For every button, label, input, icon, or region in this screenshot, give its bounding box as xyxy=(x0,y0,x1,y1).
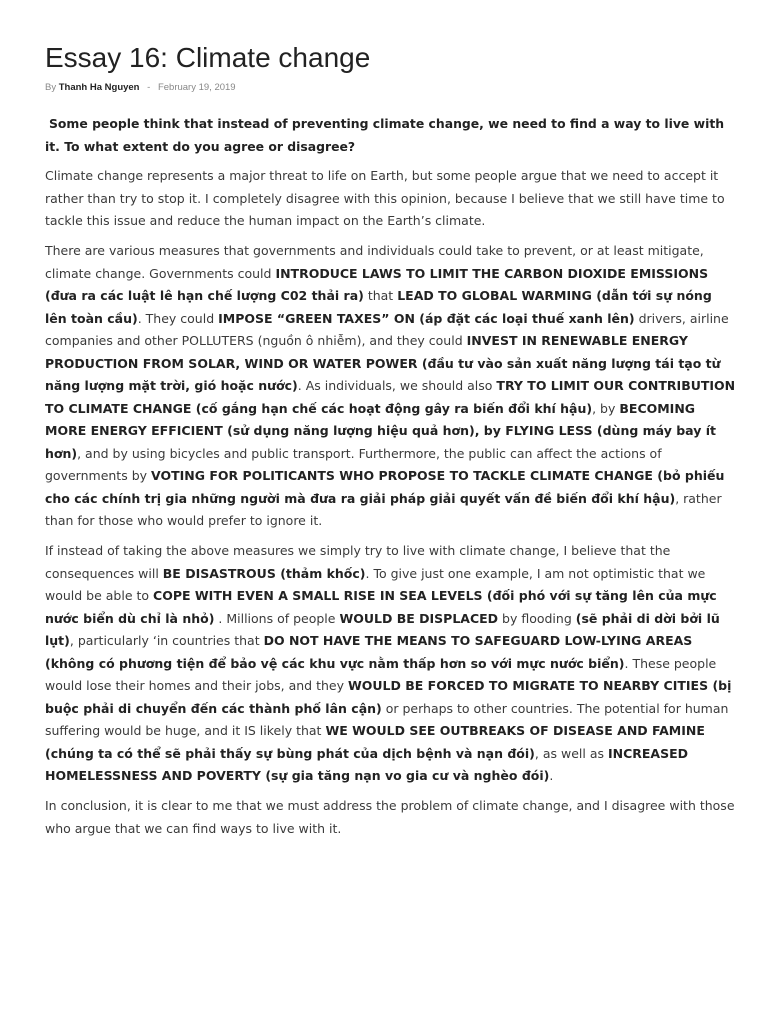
highlighted-phrase: BECOMING MORE ENERGY EFFICIENT (sử dụng năng lượng hiệu quả hơn), by FLYING LESS (dùng máy bay ít hơn) xyxy=(45,400,716,461)
article-title: Essay 16: Climate change xyxy=(45,42,371,73)
text-segment: . To give just one example, I am not optimistic that we would be able to xyxy=(45,565,706,603)
byline xyxy=(45,82,768,94)
text-segment: . These people would lose their homes and their jobs, and they xyxy=(45,655,717,693)
text-segment: , and by using bicycles and public transport. Furthermore, the public can affect the actions of governments by xyxy=(45,445,662,483)
byline-separator: - xyxy=(147,82,151,93)
highlighted-phrase: IMPOSE “GREEN TAXES” ON (áp đặt các loại thuế xanh lên) xyxy=(218,310,635,326)
highlighted-phrase: (sẽ phải di dời bởi lũ lụt) xyxy=(45,610,720,648)
article-body xyxy=(45,165,737,840)
highlighted-phrase: INTRODUCE LAWS TO LIMIT THE CARBON DIOXIDE EMISSIONS (đưa ra các luật lê hạn chế lượng C02 thải ra) xyxy=(45,265,709,303)
highlighted-phrase: WOULD BE FORCED TO MIGRATE TO NEARBY CITIES (bị buộc phải di chuyển đến các thành phố lân cận) xyxy=(45,678,732,716)
highlighted-phrase: WOULD BE DISPLACED xyxy=(339,610,499,626)
text-segment: . As individuals, we should also xyxy=(297,378,497,393)
publish-date: February 19, 2019 xyxy=(157,82,236,93)
body-paragraph xyxy=(45,795,737,840)
text-segment: , particularly ‘in countries that xyxy=(69,633,264,648)
highlighted-phrase: VOTING FOR POLITICANTS WHO PROPOSE TO TACKLE CLIMATE CHANGE (bỏ phiếu cho các chính trị gia những người mà đưa ra giải pháp giải quyết vấn đề biến đổi khí hậu) xyxy=(45,468,725,506)
text-segment: In conclusion, it is clear to me that we must address the problem of climate change, and I disagree with those who argue that we can find ways to live with it. xyxy=(45,798,735,836)
text-segment: . xyxy=(549,768,554,783)
text-segment: that xyxy=(363,288,398,303)
text-segment: by flooding xyxy=(498,610,576,626)
highlighted-phrase: WE WOULD SEE OUTBREAKS OF DISEASE AND FAMINE (chúng ta có thể sẽ phải thấy sự bùng phát của dịch bệnh và nạn đói) xyxy=(45,723,705,761)
text-segment: or perhaps to other countries. The potential for human suffering would be huge, and it IS likely that xyxy=(45,700,729,738)
highlighted-phrase: COPE WITH EVEN A SMALL RISE IN SEA LEVELS (đối phó với sự tăng lên của mực nước biển dù chỉ là nhỏ) xyxy=(45,588,717,626)
text-segment: , as well as xyxy=(534,745,608,761)
highlighted-phrase: INCREASED HOMELESSNESS AND POVERTY (sự gia tăng nạn vo gia cư và nghèo đói) xyxy=(45,745,689,783)
text-segment: There are various measures that governments and individuals could take to prevent, or at least mitigate, climate change. Governments could xyxy=(45,243,704,281)
highlighted-phrase: INVEST IN RENEWABLE ENERGY PRODUCTION FROM SOLAR, WIND OR WATER POWER (đầu tư vào sản xuất năng lượng tái tạo từ năng lượng mặt trời, gió hoặc nước) xyxy=(45,333,721,393)
text-segment: Climate change represents a major threat to life on Earth, but some people argue that we need to accept it rather than try to stop it. I completely disagree with this opinion, because I believe that we still have time to tackle this issue and reduce the human impact on the Earth’s climate. xyxy=(45,168,725,228)
text-segment: , rather than for those who would prefer to ignore it. xyxy=(45,490,722,528)
body-paragraph xyxy=(45,165,737,233)
text-segment: If instead of taking the above measures we simply try to live with climate change, I believe that the consequences will xyxy=(45,543,671,581)
highlighted-phrase: BE DISASTROUS (thảm khốc) xyxy=(162,565,366,581)
body-paragraph xyxy=(45,540,737,788)
highlighted-phrase: DO NOT HAVE THE MEANS TO SAFEGUARD LOW-LYING AREAS (không có phương tiện để bảo vệ các khu vực nằm thấp hơn so với mực nước biển) xyxy=(45,633,693,671)
body-paragraph xyxy=(45,240,737,533)
essay-prompt: Some people think that instead of preventing climate change, we need to find a way to live with it. To what extent do you agree or disagree? xyxy=(45,116,725,154)
highlighted-phrase: TRY TO LIMIT OUR CONTRIBUTION TO CLIMATE CHANGE (cố gắng hạn chế các hoạt động gây ra biến đổi khí hậu) xyxy=(45,378,736,416)
text-segment: , by xyxy=(592,400,620,416)
text-segment: . They could xyxy=(137,310,219,326)
byline-by-label: By xyxy=(45,82,57,93)
highlighted-phrase: LEAD TO GLOBAL WARMING (dẫn tới sự nóng lên toàn cầu) xyxy=(45,288,712,326)
author-link[interactable]: Thanh Ha Nguyen xyxy=(58,82,140,93)
text-segment: drivers, airline companies and other POLLUTERS (nguồn ô nhiễm), and they could xyxy=(45,310,729,348)
text-segment: . Millions of people xyxy=(214,610,340,626)
